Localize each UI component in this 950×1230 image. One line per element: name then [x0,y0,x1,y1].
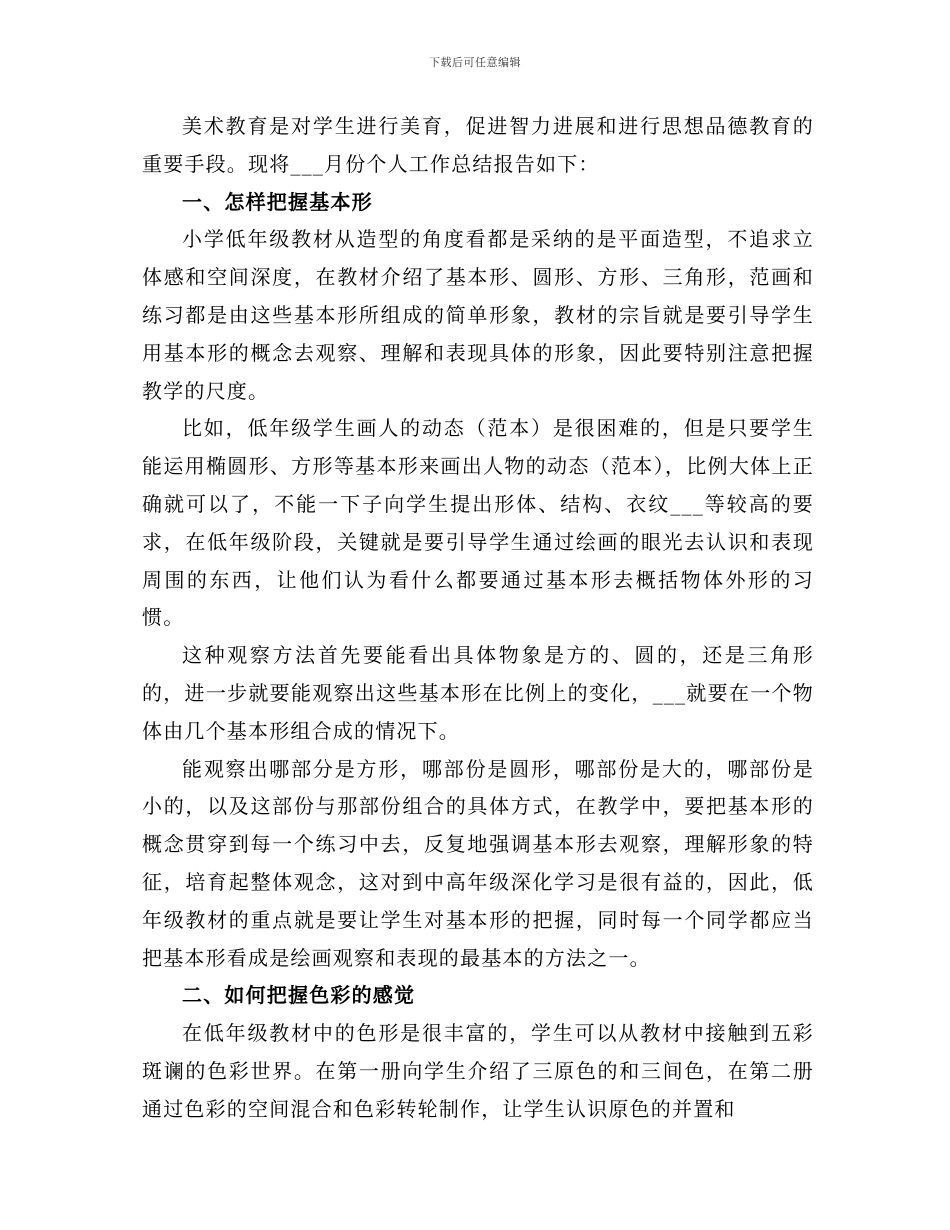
paragraph: 能观察出哪部分是方形，哪部份是圆形，哪部份是大的，哪部份是小的，以及这部份与那部份组合的具体方式，在教学中，要把基本形的概念贯穿到每一个练习中去，反复地强调基本形去观察，理解形象的特征，培育起整体观念，这对到中高年级深化学习是很有益的，因此，低年级教材的重点就是要让学生对基本形的把握，同时每一个同学都应当把基本形看成是绘画观察和表现的最基本的方法之一。 [142,756,814,970]
section-heading-2: 二、如何把握色彩的感觉 [182,983,416,1008]
document-body [142,108,814,1129]
paragraph: 在低年级教材中的色形是很丰富的，学生可以从教材中接触到五彩斑谰的色彩世界。在第一册向学生介绍了三原色的和三间色，在第二册通过色彩的空间混合和色彩转轮制作，让学生认识原色的并置和 [142,1021,814,1121]
paragraph: 这种观察方法首先要能看出具体物象是方的、圆的，还是三角形的，进一步就要能观察出这些基本形在比例上的变化，___就要在一个物体由几个基本形组合成的情况下。 [142,643,814,743]
paragraph: 小学低年级教材从造型的角度看都是采纳的是平面造型，不追求立体感和空间深度，在教材介绍了基本形、圆形、方形、三角形，范画和练习都是由这些基本形所组成的简单形象，教材的宗旨就是要引导学生用基本形的概念去观察、理解和表现具体的形象，因此要特别注意把握教学的尺度。 [142,227,814,403]
page-header: 下载后可任意编辑 [429,56,521,69]
intro-paragraph: 美术教育是对学生进行美育，促进智力进展和进行思想品德教育的重要手段。现将___月份个人工作总结报告如下： [142,114,814,176]
section-heading-1: 一、怎样把握基本形 [182,189,373,214]
paragraph: 比如，低年级学生画人的动态（范本）是很困难的，但是只要学生能运用椭圆形、方形等基本形来画出人物的动态（范本），比例大体上正确就可以了，不能一下子向学生提出形体、结构、衣纹___等较高的要求，在低年级阶段，关键就是要引导学生通过绘画的眼光去认识和表现周围的东西，让他们认为看什么都要通过基本形去概括物体外形的习惯。 [142,416,814,630]
